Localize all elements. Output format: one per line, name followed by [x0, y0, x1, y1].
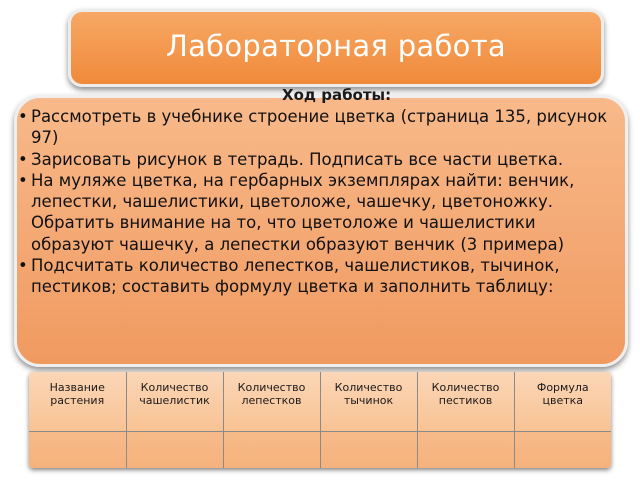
table-cell-sepals-count[interactable] — [126, 432, 223, 469]
work-step-item: • Подсчитать количество лепестков, чашелистиков, тычинок, пестиков; составить формулу цветка и заполнить таблицу: — [18, 255, 616, 298]
table-cell-petals-count[interactable] — [223, 432, 320, 469]
flower-table-container — [29, 372, 611, 468]
table-cell-plant-name[interactable] — [29, 432, 126, 469]
column-header-flower-formula: Формула цветка — [514, 372, 611, 432]
work-step-item: • На муляже цветка, на гербарных экземплярах найти: венчик, лепестки, чашелистики, цветоложе, чашечку, цветоножку. Обратить внимание на то, что цветоложе и чашелистики образуют чашечку, а лепестки образуют венчик (3 примера) — [18, 170, 616, 255]
column-header-stamens-count: Количество тычинок — [320, 372, 417, 432]
table-cell-pistils-count[interactable] — [417, 432, 514, 469]
table-cell-stamens-count[interactable] — [320, 432, 417, 469]
table-cell-flower-formula[interactable] — [514, 432, 611, 469]
title-banner — [68, 9, 604, 87]
column-header-pistils-count: Количество пестиков — [417, 372, 514, 432]
table-row — [29, 432, 611, 469]
column-header-sepals-count: Количество чашелистик — [126, 372, 223, 432]
work-steps-list — [18, 106, 616, 298]
page-title: Лабораторная работа — [166, 29, 506, 63]
work-step-item: • Рассмотреть в учебнике строение цветка (страница 135, рисунок 97) — [18, 106, 616, 149]
work-steps-heading: Ход работы: — [282, 86, 392, 104]
work-step-item: • Зарисовать рисунок в тетрадь. Подписать все части цветка. — [18, 149, 616, 170]
column-header-plant-name: Название растения — [29, 372, 126, 432]
flower-table — [29, 372, 611, 468]
table-header-row — [29, 372, 611, 432]
column-header-petals-count: Количество лепестков — [223, 372, 320, 432]
